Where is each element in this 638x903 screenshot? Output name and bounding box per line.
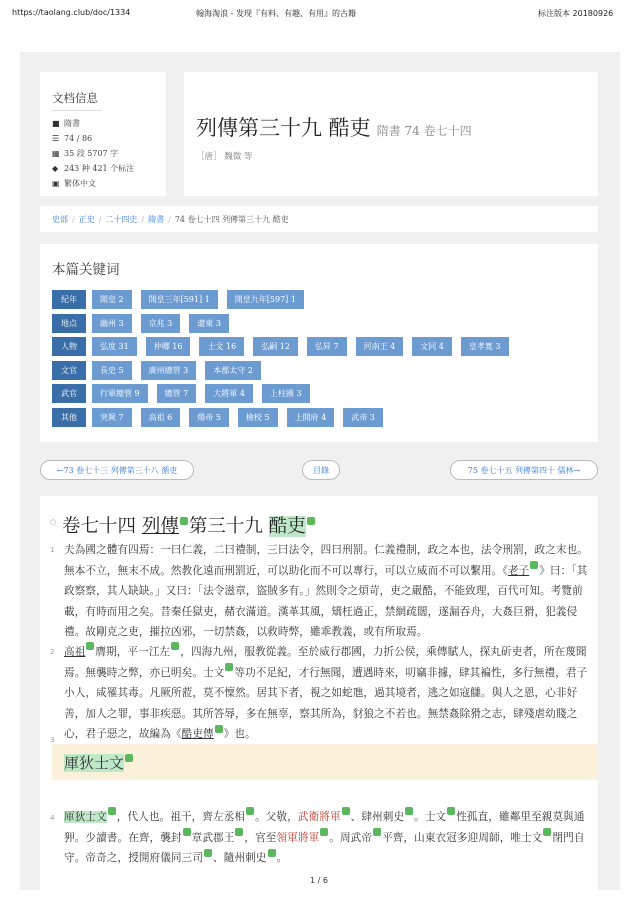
- keyword-category: 人物: [52, 337, 86, 356]
- breadcrumb-current: 74 卷七十四 列傳第三十九 酷吏: [174, 214, 289, 224]
- tag-icon: ◆: [52, 164, 59, 173]
- keyword-row: [52, 335, 598, 359]
- text-segment: 膺期，平一江左: [95, 646, 171, 658]
- text-segment: 》也。: [223, 728, 256, 741]
- keyword-tag[interactable]: 總管 7: [157, 384, 197, 403]
- keyword-tag[interactable]: 武帝 3: [343, 408, 383, 427]
- breadcrumb-item[interactable]: 隋書: [148, 214, 165, 224]
- paragraph-number: 2: [50, 648, 55, 656]
- chapter-number: 第三十九: [188, 516, 269, 537]
- text-card: [40, 496, 598, 890]
- page-number: 1 / 6: [310, 876, 328, 885]
- text-segment: 。父敬，: [255, 811, 298, 823]
- info-pages: [52, 131, 166, 146]
- breadcrumb-item[interactable]: 正史: [78, 214, 95, 224]
- keyword-tag[interactable]: 弘嗣 12: [253, 337, 298, 356]
- keyword-tag[interactable]: 開皇九年[597] 1: [227, 290, 304, 309]
- annotated-term[interactable]: 武衛將軍: [297, 811, 341, 823]
- keyword-tag[interactable]: 大將軍 4: [205, 384, 253, 403]
- text-segment: 。: [276, 852, 288, 865]
- annotation-badge[interactable]: [268, 849, 276, 857]
- text-segment: 、隨州刺史: [213, 852, 267, 865]
- paragraph-marker: ○: [50, 518, 57, 526]
- keyword-tag[interactable]: 廣州總管 3: [141, 361, 197, 380]
- info-script-text: 繁体中文: [64, 179, 96, 188]
- keywords-card: [40, 244, 598, 442]
- next-chapter-link[interactable]: 75 卷七十五 列傳第四十 儒林→: [450, 460, 598, 480]
- annotation-badge[interactable]: [171, 642, 179, 650]
- text-segment: 平齊，山東衣冠多迎周師，唯士文: [382, 831, 543, 844]
- keyword-tag[interactable]: 檢校 5: [238, 408, 278, 427]
- breadcrumb-item[interactable]: 二十四史: [105, 214, 138, 224]
- annotation-badge[interactable]: [108, 807, 116, 815]
- annotation-badge[interactable]: [225, 663, 233, 671]
- keyword-tag[interactable]: 京兆 3: [141, 314, 181, 333]
- info-notes-text: 243 种 421 个标注: [64, 164, 135, 173]
- info-book-text: 隋書: [64, 119, 80, 128]
- annotation-badge[interactable]: [530, 561, 538, 569]
- doc-title-text: 列傳第三十九 酷吏: [196, 116, 371, 140]
- doc-author: ［唐］ 魏徵 等: [196, 152, 253, 162]
- breadcrumb-separator: /: [98, 214, 102, 224]
- keyword-category: 地点: [52, 314, 86, 333]
- keywords-title: 本篇关键词: [52, 262, 120, 278]
- keyword-tag[interactable]: 長史 5: [92, 361, 132, 380]
- text-segment: 閉門自守。帝奇之，授開府儀同三司: [64, 831, 585, 865]
- keyword-tag[interactable]: 弘昇 7: [307, 337, 347, 356]
- annotated-term[interactable]: 高祖: [64, 646, 86, 658]
- keyword-tag[interactable]: 突厥 7: [92, 408, 132, 427]
- keyword-tag[interactable]: 仲卿 16: [146, 337, 191, 356]
- section-heading-text[interactable]: 厙狄士文: [64, 754, 125, 772]
- keyword-tag[interactable]: 開皇三年[591] 1: [141, 290, 218, 309]
- toc-link[interactable]: 目錄: [302, 460, 340, 480]
- text-segment: 。士文: [414, 811, 447, 823]
- chapter-heading: [62, 512, 316, 538]
- annotated-term[interactable]: 酷吏傳: [181, 728, 214, 741]
- text-segment: ，代人也。祖干，齊左丞相: [116, 811, 246, 823]
- keyword-tag[interactable]: 煬帝 5: [189, 408, 229, 427]
- paragraph-4: [64, 807, 588, 869]
- keyword-tag[interactable]: 幽州 3: [92, 314, 132, 333]
- list-icon: ☰: [52, 134, 60, 143]
- keyword-row: [52, 382, 598, 406]
- breadcrumb: [40, 206, 598, 232]
- keyword-tag[interactable]: 上開府 4: [287, 408, 335, 427]
- breadcrumb-item[interactable]: 史部: [52, 214, 68, 224]
- keyword-tag[interactable]: 士文 16: [199, 337, 244, 356]
- doc-info-title: 文档信息: [52, 90, 102, 111]
- text-segment: ，四海九州，服教從義。至於威行郡國，力折公侯，乘傳賦人，探丸斫吏者，所在蔑聞焉。無襲時之弊，亦已明矣。士文: [64, 646, 587, 679]
- keyword-category: 其他: [52, 408, 86, 427]
- annotated-term[interactable]: 領軍將軍: [276, 831, 320, 844]
- annotation-badge[interactable]: [183, 828, 191, 836]
- keyword-row: [52, 312, 598, 336]
- chapter-volume: 卷七十四: [62, 516, 142, 537]
- paragraph-number: 1: [50, 546, 55, 554]
- doc-info-card: [40, 72, 166, 196]
- prev-chapter-link[interactable]: ←73 卷七十三 列傳第三十八 循吏: [40, 460, 194, 480]
- annotated-term[interactable]: 老子: [507, 564, 530, 577]
- info-stats: [52, 146, 166, 161]
- keyword-tag[interactable]: 行軍總管 9: [92, 384, 148, 403]
- keyword-tag[interactable]: 上柱國 3: [262, 384, 310, 403]
- text-segment: 》曰：「其政察察，其人缺缺。」又曰：「法令滋章，盜賊多有。」然則令之煩苛，吏之嚴酷，不能致理，百代可知。考覽前載，有時而用之矣。昔秦任獄吏，赭衣滿道。漢革其風，矯枉過正，禁網疏闊，遂漏吞舟，大姦巨猾，犯義侵禮。故剛克之吏，摧拉凶邪，一切禁姦，以救時弊，雖乖教義，或有所取焉。: [64, 564, 588, 639]
- breadcrumb-separator: /: [168, 214, 171, 224]
- doc-subtitle: 隋書 74 卷七十四: [376, 124, 472, 138]
- keyword-category: 武官: [52, 384, 86, 403]
- keywords-rows: [52, 288, 598, 429]
- keyword-tag[interactable]: 遼東 3: [189, 314, 229, 333]
- annotation-badge[interactable]: [180, 517, 188, 525]
- info-script: [52, 176, 166, 191]
- info-book: [52, 116, 166, 131]
- text-segment: ，官至: [244, 831, 277, 844]
- breadcrumb-separator: /: [72, 214, 75, 224]
- print-header: [0, 0, 638, 20]
- annotated-term[interactable]: 厙狄士文: [64, 811, 107, 823]
- chapter-topic[interactable]: 酷吏: [268, 516, 306, 537]
- paragraph-1: [64, 540, 588, 643]
- keyword-row: [52, 406, 598, 430]
- keyword-tag[interactable]: 文同 4: [412, 337, 452, 356]
- info-notes: [52, 161, 166, 176]
- keyword-tag[interactable]: 高祖 6: [141, 408, 181, 427]
- paragraph-number: 4: [50, 814, 55, 822]
- annotation-badge[interactable]: [543, 828, 551, 836]
- keyword-category: 紀年: [52, 290, 86, 309]
- book-icon: ■: [52, 119, 60, 128]
- annotation-badge[interactable]: [204, 849, 212, 857]
- keyword-category: 文官: [52, 361, 86, 380]
- doc-title: [196, 112, 598, 142]
- header-version: 标注版本 20180926: [538, 9, 614, 18]
- chapter-genre[interactable]: 列傳: [141, 516, 179, 537]
- header-site-title: 翰海淘浪 - 发现『有料、有趣、有用』的古籍: [196, 9, 356, 18]
- grid-icon: ▦: [52, 149, 60, 158]
- header-url[interactable]: https://taolang.club/doc/1334: [12, 8, 131, 17]
- annotation-badge[interactable]: [447, 807, 455, 815]
- keyword-row: [52, 359, 598, 383]
- keyword-row: [52, 288, 598, 312]
- keyword-tag[interactable]: 本郡太守 2: [205, 361, 261, 380]
- annotation-badge[interactable]: [405, 807, 413, 815]
- annotation-badge[interactable]: [342, 807, 350, 815]
- text-segment: 章武郡王: [191, 831, 235, 844]
- annotation-badge[interactable]: [246, 807, 254, 815]
- language-icon: ▣: [52, 179, 60, 188]
- text-segment: 等功不足紀，才行無聞，遭遇時來，叨竊非據，肆其褊性，多行無禮，君子小人，咸罹其毒。凡厥所蒞，莫不懍然。居其下者，視之如蛇虺，過其境者，逃之如寇讎。與人之恩，心非好善，加人之罪，事非疾惡。其所答辱，多在無辜，察其所為，豺狼之不若也。無禁姦除猾之志，肆殘虐幼賤之心，君子惡之，故編為《: [64, 666, 588, 741]
- annotation-badge[interactable]: [307, 517, 315, 525]
- text-segment: 《: [502, 564, 508, 577]
- text-segment: 性孤直，雖鄰里至親莫與通狎。少讀書。在齊，襲封: [64, 811, 585, 844]
- annotation-badge[interactable]: [235, 828, 243, 836]
- annotation-badge[interactable]: [373, 828, 381, 836]
- info-pages-text: 74 / 86: [64, 134, 93, 143]
- keyword-tag[interactable]: 開皇 2: [92, 290, 132, 309]
- keyword-tag[interactable]: 河南王 4: [356, 337, 404, 356]
- paragraph-2: [64, 642, 588, 745]
- doc-title-card: [184, 72, 598, 196]
- section-heading: [52, 744, 598, 780]
- paragraph-number: 3: [50, 736, 55, 744]
- info-stats-text: 35 段 5707 字: [64, 149, 119, 158]
- text-segment: 。周武帝: [329, 831, 373, 844]
- keyword-tag[interactable]: 皇孝寬 3: [461, 337, 509, 356]
- text-segment: 、肆州刺史: [350, 811, 405, 823]
- breadcrumb-separator: /: [141, 214, 145, 224]
- keyword-tag[interactable]: 弘度 31: [92, 337, 137, 356]
- annotation-badge[interactable]: [320, 828, 328, 836]
- text-segment: 夫為國之體有四焉：一曰仁義，二曰禮制，三曰法令，四曰刑罰。仁義禮制，政之本也，法令刑罰，政之末也。無本不立，無末不成。然教化遠而刑罰近，可以助化而不可以專行，可以立威而不可以繫用。: [64, 544, 588, 577]
- annotation-badge[interactable]: [215, 725, 223, 733]
- annotation-badge[interactable]: [86, 642, 94, 650]
- annotation-badge[interactable]: [125, 754, 133, 762]
